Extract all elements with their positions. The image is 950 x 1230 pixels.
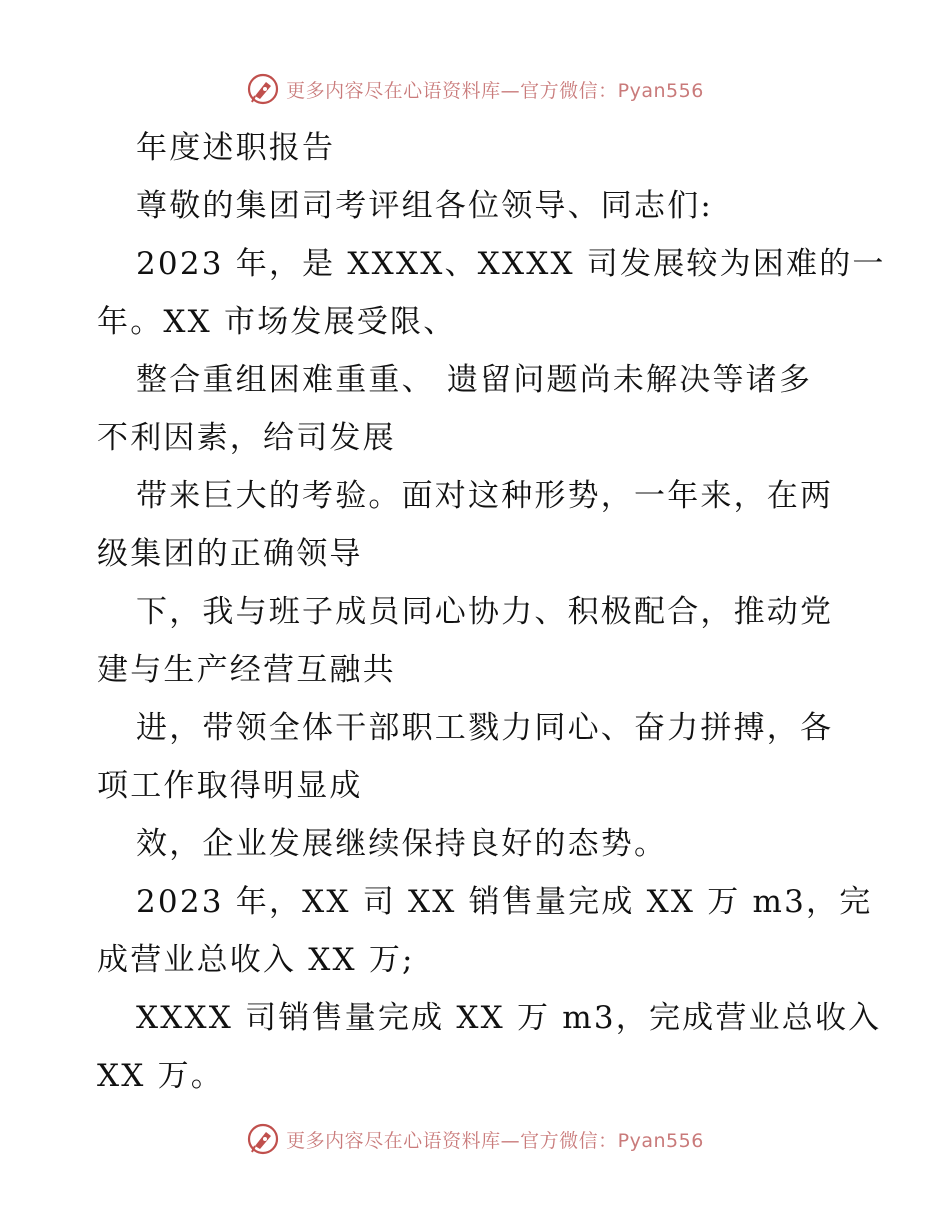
footer-watermark bbox=[0, 1122, 950, 1156]
doc-line: 成营业总收入 XX 万; bbox=[97, 942, 415, 978]
doc-line: 下，我与班子成员同心协力、积极配合，推动党 bbox=[136, 594, 834, 630]
doc-line: 带来巨大的考验。面对这种形势，一年来，在两 bbox=[136, 478, 834, 514]
doc-line: 效，企业发展继续保持良好的态势。 bbox=[136, 826, 668, 862]
doc-title: 年度述职报告 bbox=[136, 130, 336, 166]
pen-nib-logo-icon bbox=[246, 1122, 280, 1156]
doc-line: XXXX 司销售量完成 XX 万 m3，完成营业总收入 bbox=[136, 1000, 882, 1036]
doc-line: 建与生产经营互融共 bbox=[97, 652, 396, 688]
doc-line: 不利因素，给司发展 bbox=[97, 420, 396, 456]
doc-line: 年。XX 市场发展受限、 bbox=[97, 304, 457, 340]
doc-line: 2023 年，是 XXXX、XXXX 司发展较为困难的一 bbox=[136, 246, 886, 282]
doc-line: 尊敬的集团司考评组各位领导、同志们: bbox=[136, 188, 714, 224]
doc-line: 项工作取得明显成 bbox=[97, 768, 363, 804]
doc-line: 级集团的正确领导 bbox=[97, 536, 363, 572]
watermark-text: 更多内容尽在心语资料库—官方微信：Pyan556 bbox=[286, 79, 704, 102]
pen-nib-logo-icon bbox=[246, 72, 280, 106]
watermark-text: 更多内容尽在心语资料库—官方微信：Pyan556 bbox=[286, 1129, 704, 1152]
doc-line: 整合重组困难重重、 遗留问题尚未解决等诸多 bbox=[136, 362, 813, 398]
header-watermark bbox=[0, 72, 950, 106]
doc-line: 进，带领全体干部职工戮力同心、奋力拼搏，各 bbox=[136, 710, 834, 746]
doc-line: XX 万。 bbox=[97, 1058, 224, 1094]
doc-line: 2023 年，XX 司 XX 销售量完成 XX 万 m3，完 bbox=[136, 884, 873, 920]
